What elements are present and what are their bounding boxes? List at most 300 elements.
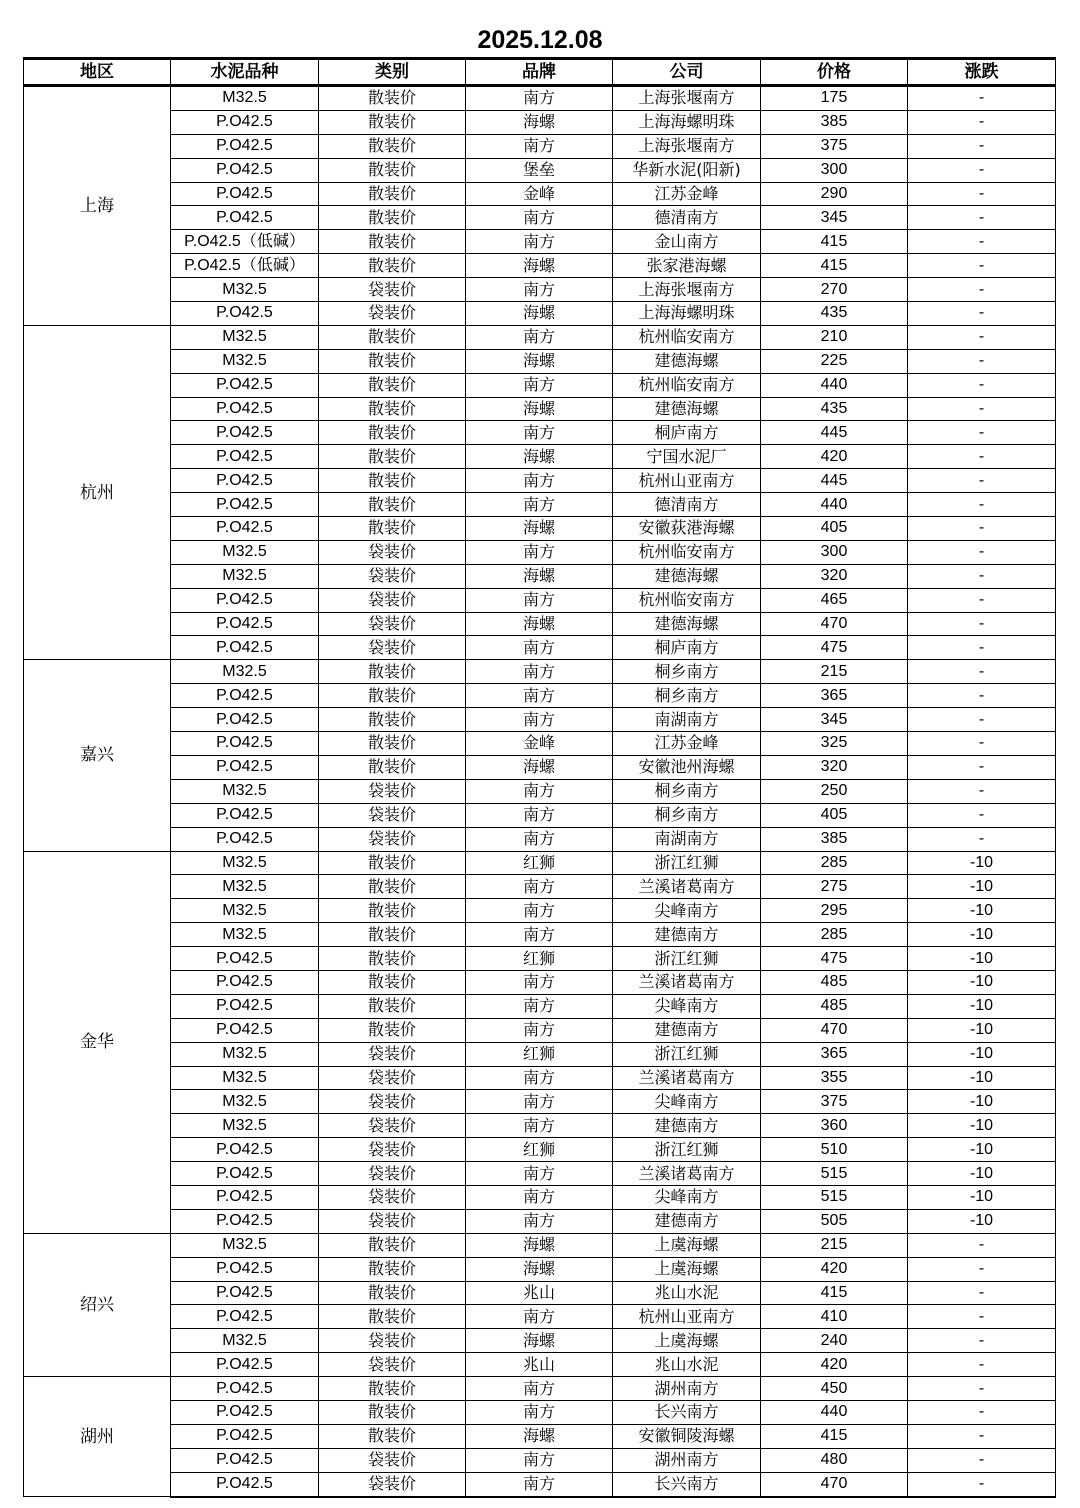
price-cell: 295 — [761, 899, 908, 923]
table-row — [24, 708, 1056, 732]
company-cell: 杭州山亚南方 — [613, 469, 761, 493]
change-cell: - — [908, 1472, 1056, 1496]
price-cell: 450 — [761, 1377, 908, 1401]
header-category: 类别 — [319, 59, 466, 86]
price-cell: 515 — [761, 1185, 908, 1209]
change-cell: - — [908, 660, 1056, 684]
table-row — [24, 1329, 1056, 1353]
change-cell: - — [908, 612, 1056, 636]
category-cell: 袋装价 — [319, 1162, 466, 1186]
company-cell: 桐乡南方 — [613, 684, 761, 708]
company-cell: 上虞海螺 — [613, 1257, 761, 1281]
cement-type-cell: M32.5 — [171, 875, 319, 899]
cement-type-cell: P.O42.5 — [171, 1281, 319, 1305]
change-cell: - — [908, 182, 1056, 206]
brand-cell: 南方 — [466, 373, 613, 397]
brand-cell: 兆山 — [466, 1281, 613, 1305]
category-cell: 散装价 — [319, 1018, 466, 1042]
category-cell: 袋装价 — [319, 1209, 466, 1233]
category-cell: 袋装价 — [319, 1066, 466, 1090]
change-cell: -10 — [908, 1185, 1056, 1209]
change-cell: -10 — [908, 1018, 1056, 1042]
cement-type-cell: P.O42.5 — [171, 373, 319, 397]
table-row — [24, 540, 1056, 564]
table-row — [24, 875, 1056, 899]
category-cell: 袋装价 — [319, 803, 466, 827]
brand-cell: 海螺 — [466, 302, 613, 326]
company-cell: 安徽荻港海螺 — [613, 517, 761, 541]
brand-cell: 海螺 — [466, 564, 613, 588]
company-cell: 江苏金峰 — [613, 182, 761, 206]
cement-type-cell: P.O42.5 — [171, 1018, 319, 1042]
category-cell: 袋装价 — [319, 1090, 466, 1114]
cement-type-cell: P.O42.5 — [171, 1305, 319, 1329]
company-cell: 建德海螺 — [613, 564, 761, 588]
company-cell: 尖峰南方 — [613, 899, 761, 923]
company-cell: 杭州临安南方 — [613, 325, 761, 349]
brand-cell: 南方 — [466, 206, 613, 230]
table-header-row — [24, 59, 1056, 86]
brand-cell: 海螺 — [466, 755, 613, 779]
brand-cell: 南方 — [466, 660, 613, 684]
brand-cell: 南方 — [466, 134, 613, 158]
category-cell: 袋装价 — [319, 588, 466, 612]
company-cell: 杭州山亚南方 — [613, 1305, 761, 1329]
brand-cell: 红狮 — [466, 947, 613, 971]
price-cell: 470 — [761, 1472, 908, 1496]
brand-cell: 海螺 — [466, 445, 613, 469]
category-cell: 散装价 — [319, 947, 466, 971]
change-cell: - — [908, 1281, 1056, 1305]
price-cell: 420 — [761, 1353, 908, 1377]
brand-cell: 南方 — [466, 803, 613, 827]
category-cell: 散装价 — [319, 158, 466, 182]
table-row — [24, 325, 1056, 349]
price-cell: 345 — [761, 708, 908, 732]
cement-type-cell: P.O42.5 — [171, 1138, 319, 1162]
table-row — [24, 1233, 1056, 1257]
company-cell: 建德南方 — [613, 1018, 761, 1042]
region-cell: 金华 — [24, 851, 171, 1233]
table-row — [24, 947, 1056, 971]
cement-type-cell: P.O42.5 — [171, 158, 319, 182]
category-cell: 散装价 — [319, 994, 466, 1018]
category-cell: 散装价 — [319, 875, 466, 899]
price-cell: 375 — [761, 1090, 908, 1114]
region-cell: 湖州 — [24, 1377, 171, 1497]
brand-cell: 金峰 — [466, 732, 613, 756]
price-cell: 435 — [761, 397, 908, 421]
change-cell: - — [908, 732, 1056, 756]
region-cell: 上海 — [24, 86, 171, 326]
cement-type-cell: M32.5 — [171, 1090, 319, 1114]
change-cell: - — [908, 1257, 1056, 1281]
table-row — [24, 254, 1056, 278]
cement-type-cell: P.O42.5 — [171, 110, 319, 134]
price-cell: 475 — [761, 636, 908, 660]
price-cell: 240 — [761, 1329, 908, 1353]
cement-type-cell: P.O42.5 — [171, 445, 319, 469]
price-cell: 175 — [761, 86, 908, 111]
company-cell: 南湖南方 — [613, 827, 761, 851]
company-cell: 长兴南方 — [613, 1400, 761, 1424]
change-cell: - — [908, 779, 1056, 803]
brand-cell: 金峰 — [466, 182, 613, 206]
company-cell: 金山南方 — [613, 230, 761, 254]
change-cell: -10 — [908, 994, 1056, 1018]
price-cell: 440 — [761, 1400, 908, 1424]
cement-type-cell: P.O42.5（低碱） — [171, 254, 319, 278]
cement-type-cell: P.O42.5 — [171, 1209, 319, 1233]
cement-type-cell: P.O42.5 — [171, 1400, 319, 1424]
price-cell: 300 — [761, 158, 908, 182]
cement-type-cell: P.O42.5（低碱） — [171, 230, 319, 254]
cement-type-cell: M32.5 — [171, 564, 319, 588]
brand-cell: 南方 — [466, 469, 613, 493]
company-cell: 上海张堰南方 — [613, 278, 761, 302]
price-cell: 435 — [761, 302, 908, 326]
category-cell: 袋装价 — [319, 1138, 466, 1162]
brand-cell: 南方 — [466, 1185, 613, 1209]
brand-cell: 南方 — [466, 1090, 613, 1114]
company-cell: 桐庐南方 — [613, 421, 761, 445]
brand-cell: 南方 — [466, 540, 613, 564]
cement-type-cell: P.O42.5 — [171, 588, 319, 612]
company-cell: 兰溪诸葛南方 — [613, 1066, 761, 1090]
price-cell: 470 — [761, 1018, 908, 1042]
brand-cell: 兆山 — [466, 1353, 613, 1377]
brand-cell: 海螺 — [466, 397, 613, 421]
company-cell: 杭州临安南方 — [613, 540, 761, 564]
cement-type-cell: P.O42.5 — [171, 827, 319, 851]
category-cell: 袋装价 — [319, 1353, 466, 1377]
change-cell: - — [908, 158, 1056, 182]
category-cell: 散装价 — [319, 469, 466, 493]
price-cell: 225 — [761, 349, 908, 373]
change-cell: - — [908, 349, 1056, 373]
company-cell: 上虞海螺 — [613, 1329, 761, 1353]
category-cell: 袋装价 — [319, 1042, 466, 1066]
price-cell: 415 — [761, 254, 908, 278]
cement-type-cell: M32.5 — [171, 660, 319, 684]
change-cell: - — [908, 540, 1056, 564]
cement-type-cell: P.O42.5 — [171, 1377, 319, 1401]
table-row — [24, 1424, 1056, 1448]
brand-cell: 南方 — [466, 588, 613, 612]
table-row — [24, 1066, 1056, 1090]
category-cell: 散装价 — [319, 397, 466, 421]
company-cell: 上海张堰南方 — [613, 86, 761, 111]
change-cell: - — [908, 1233, 1056, 1257]
change-cell: - — [908, 1424, 1056, 1448]
category-cell: 袋装价 — [319, 564, 466, 588]
price-cell: 415 — [761, 1281, 908, 1305]
change-cell: -10 — [908, 1090, 1056, 1114]
category-cell: 袋装价 — [319, 1114, 466, 1138]
brand-cell: 海螺 — [466, 349, 613, 373]
change-cell: - — [908, 827, 1056, 851]
category-cell: 散装价 — [319, 517, 466, 541]
brand-cell: 南方 — [466, 708, 613, 732]
change-cell: -10 — [908, 875, 1056, 899]
brand-cell: 海螺 — [466, 110, 613, 134]
brand-cell: 红狮 — [466, 1138, 613, 1162]
category-cell: 散装价 — [319, 684, 466, 708]
price-cell: 485 — [761, 970, 908, 994]
change-cell: - — [908, 206, 1056, 230]
cement-type-cell: P.O42.5 — [171, 134, 319, 158]
company-cell: 建德南方 — [613, 1114, 761, 1138]
change-cell: -10 — [908, 947, 1056, 971]
change-cell: - — [908, 684, 1056, 708]
change-cell: -10 — [908, 923, 1056, 947]
table-row — [24, 278, 1056, 302]
price-cell: 215 — [761, 660, 908, 684]
header-change: 涨跌 — [908, 59, 1056, 86]
price-cell: 485 — [761, 994, 908, 1018]
cement-type-cell: M32.5 — [171, 851, 319, 875]
change-cell: - — [908, 1400, 1056, 1424]
cement-type-cell: P.O42.5 — [171, 636, 319, 660]
company-cell: 桐庐南方 — [613, 636, 761, 660]
price-cell: 285 — [761, 851, 908, 875]
category-cell: 散装价 — [319, 899, 466, 923]
region-cell: 杭州 — [24, 325, 171, 659]
change-cell: -10 — [908, 1114, 1056, 1138]
table-row — [24, 1257, 1056, 1281]
change-cell: - — [908, 588, 1056, 612]
category-cell: 散装价 — [319, 708, 466, 732]
cement-type-cell: P.O42.5 — [171, 302, 319, 326]
company-cell: 兰溪诸葛南方 — [613, 970, 761, 994]
category-cell: 袋装价 — [319, 1329, 466, 1353]
brand-cell: 海螺 — [466, 1329, 613, 1353]
table-row — [24, 636, 1056, 660]
brand-cell: 南方 — [466, 684, 613, 708]
category-cell: 袋装价 — [319, 540, 466, 564]
brand-cell: 海螺 — [466, 1257, 613, 1281]
category-cell: 散装价 — [319, 1424, 466, 1448]
table-row — [24, 1114, 1056, 1138]
company-cell: 兰溪诸葛南方 — [613, 1162, 761, 1186]
cement-type-cell: M32.5 — [171, 1042, 319, 1066]
table-row — [24, 827, 1056, 851]
change-cell: - — [908, 1353, 1056, 1377]
brand-cell: 红狮 — [466, 851, 613, 875]
brand-cell: 南方 — [466, 994, 613, 1018]
price-cell: 275 — [761, 875, 908, 899]
table-row — [24, 1185, 1056, 1209]
table-row — [24, 588, 1056, 612]
cement-type-cell: P.O42.5 — [171, 1472, 319, 1496]
category-cell: 袋装价 — [319, 779, 466, 803]
company-cell: 建德海螺 — [613, 349, 761, 373]
brand-cell: 南方 — [466, 325, 613, 349]
cement-type-cell: M32.5 — [171, 325, 319, 349]
price-cell: 445 — [761, 469, 908, 493]
cement-type-cell: M32.5 — [171, 923, 319, 947]
company-cell: 上虞海螺 — [613, 1233, 761, 1257]
category-cell: 散装价 — [319, 230, 466, 254]
brand-cell: 南方 — [466, 875, 613, 899]
change-cell: -10 — [908, 970, 1056, 994]
price-cell: 410 — [761, 1305, 908, 1329]
change-cell: - — [908, 755, 1056, 779]
table-row — [24, 1400, 1056, 1424]
table-row — [24, 660, 1056, 684]
price-cell: 405 — [761, 803, 908, 827]
change-cell: -10 — [908, 1162, 1056, 1186]
table-row — [24, 349, 1056, 373]
change-cell: - — [908, 302, 1056, 326]
brand-cell: 南方 — [466, 1377, 613, 1401]
change-cell: - — [908, 278, 1056, 302]
table-row — [24, 970, 1056, 994]
price-cell: 345 — [761, 206, 908, 230]
price-cell: 420 — [761, 1257, 908, 1281]
company-cell: 建德海螺 — [613, 612, 761, 636]
change-cell: - — [908, 421, 1056, 445]
table-row — [24, 134, 1056, 158]
company-cell: 上海张堰南方 — [613, 134, 761, 158]
company-cell: 长兴南方 — [613, 1472, 761, 1496]
price-cell: 285 — [761, 923, 908, 947]
price-cell: 420 — [761, 445, 908, 469]
brand-cell: 南方 — [466, 1209, 613, 1233]
change-cell: -10 — [908, 899, 1056, 923]
cement-type-cell: P.O42.5 — [171, 612, 319, 636]
cement-type-cell: P.O42.5 — [171, 493, 319, 517]
company-cell: 湖州南方 — [613, 1448, 761, 1472]
table-row — [24, 158, 1056, 182]
price-cell: 445 — [761, 421, 908, 445]
category-cell: 袋装价 — [319, 827, 466, 851]
price-cell: 470 — [761, 612, 908, 636]
brand-cell: 海螺 — [466, 254, 613, 278]
brand-cell: 南方 — [466, 1400, 613, 1424]
header-price: 价格 — [761, 59, 908, 86]
change-cell: - — [908, 445, 1056, 469]
change-cell: - — [908, 517, 1056, 541]
cement-type-cell: P.O42.5 — [171, 1448, 319, 1472]
price-cell: 355 — [761, 1066, 908, 1090]
price-cell: 505 — [761, 1209, 908, 1233]
category-cell: 散装价 — [319, 732, 466, 756]
cement-type-cell: P.O42.5 — [171, 947, 319, 971]
change-cell: - — [908, 86, 1056, 111]
change-cell: -10 — [908, 1209, 1056, 1233]
change-cell: -10 — [908, 1042, 1056, 1066]
cement-type-cell: P.O42.5 — [171, 755, 319, 779]
cement-type-cell: M32.5 — [171, 779, 319, 803]
header-brand: 品牌 — [466, 59, 613, 86]
category-cell: 散装价 — [319, 254, 466, 278]
table-row — [24, 1209, 1056, 1233]
company-cell: 建德南方 — [613, 1209, 761, 1233]
table-row — [24, 373, 1056, 397]
price-cell: 480 — [761, 1448, 908, 1472]
category-cell: 散装价 — [319, 660, 466, 684]
cement-type-cell: P.O42.5 — [171, 206, 319, 230]
category-cell: 袋装价 — [319, 302, 466, 326]
cement-type-cell: M32.5 — [171, 278, 319, 302]
brand-cell: 南方 — [466, 827, 613, 851]
table-row — [24, 779, 1056, 803]
brand-cell: 海螺 — [466, 1233, 613, 1257]
cement-type-cell: M32.5 — [171, 1329, 319, 1353]
company-cell: 浙江红狮 — [613, 851, 761, 875]
category-cell: 散装价 — [319, 1281, 466, 1305]
table-row — [24, 110, 1056, 134]
company-cell: 杭州临安南方 — [613, 588, 761, 612]
change-cell: - — [908, 230, 1056, 254]
change-cell: - — [908, 1448, 1056, 1472]
cement-type-cell: M32.5 — [171, 1114, 319, 1138]
price-cell: 440 — [761, 493, 908, 517]
category-cell: 散装价 — [319, 373, 466, 397]
company-cell: 尖峰南方 — [613, 1185, 761, 1209]
company-cell: 兆山水泥 — [613, 1353, 761, 1377]
table-row — [24, 1448, 1056, 1472]
category-cell: 袋装价 — [319, 1185, 466, 1209]
company-cell: 浙江红狮 — [613, 1042, 761, 1066]
table-row — [24, 1090, 1056, 1114]
brand-cell: 南方 — [466, 899, 613, 923]
company-cell: 兆山水泥 — [613, 1281, 761, 1305]
company-cell: 上海海螺明珠 — [613, 302, 761, 326]
category-cell: 袋装价 — [319, 636, 466, 660]
table-row — [24, 517, 1056, 541]
brand-cell: 南方 — [466, 86, 613, 111]
company-cell: 张家港海螺 — [613, 254, 761, 278]
table-row — [24, 564, 1056, 588]
company-cell: 宁国水泥厂 — [613, 445, 761, 469]
company-cell: 浙江红狮 — [613, 947, 761, 971]
change-cell: - — [908, 708, 1056, 732]
price-cell: 510 — [761, 1138, 908, 1162]
price-cell: 365 — [761, 1042, 908, 1066]
cement-type-cell: P.O42.5 — [171, 517, 319, 541]
brand-cell: 堡垒 — [466, 158, 613, 182]
cement-type-cell: P.O42.5 — [171, 732, 319, 756]
price-cell: 415 — [761, 230, 908, 254]
company-cell: 德清南方 — [613, 493, 761, 517]
table-row — [24, 469, 1056, 493]
company-cell: 德清南方 — [613, 206, 761, 230]
brand-cell: 海螺 — [466, 517, 613, 541]
change-cell: - — [908, 469, 1056, 493]
cement-type-cell: P.O42.5 — [171, 803, 319, 827]
cement-type-cell: P.O42.5 — [171, 970, 319, 994]
table-row — [24, 612, 1056, 636]
region-cell: 嘉兴 — [24, 660, 171, 851]
brand-cell: 南方 — [466, 1162, 613, 1186]
table-row — [24, 684, 1056, 708]
company-cell: 尖峰南方 — [613, 1090, 761, 1114]
table-row — [24, 86, 1056, 111]
cement-type-cell: P.O42.5 — [171, 421, 319, 445]
table-row — [24, 206, 1056, 230]
header-region: 地区 — [24, 59, 171, 86]
change-cell: -10 — [908, 1138, 1056, 1162]
category-cell: 散装价 — [319, 923, 466, 947]
category-cell: 袋装价 — [319, 1472, 466, 1496]
category-cell: 散装价 — [319, 349, 466, 373]
brand-cell: 南方 — [466, 1114, 613, 1138]
price-cell: 385 — [761, 827, 908, 851]
price-cell: 210 — [761, 325, 908, 349]
price-cell: 475 — [761, 947, 908, 971]
